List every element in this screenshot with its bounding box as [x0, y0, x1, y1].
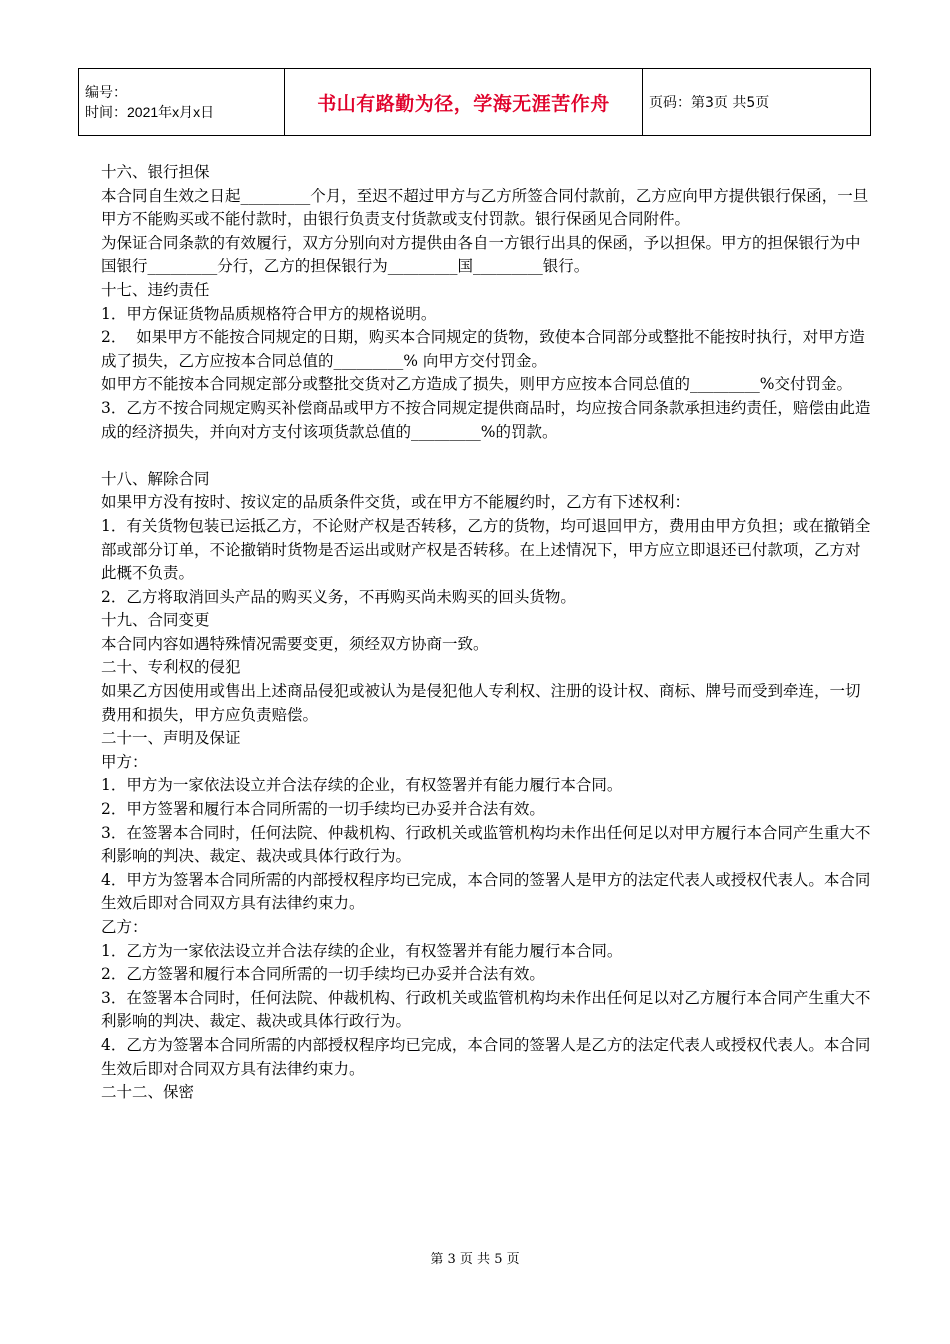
clause: 1．甲方保证货物品质规格符合甲方的规格说明。	[101, 304, 437, 323]
party-label: 乙方：	[101, 918, 148, 936]
header-page-number: 页码：第3页 共5页	[643, 69, 871, 136]
paragraph: 为保证合同条款的有效履行，双方分别向对方提供由各自一方银行出具的保函，予以担保。甲方的担保银行为中国银行_________分行，乙方的担保银行为_________国_________银行。	[101, 233, 861, 276]
clause: 3．乙方不按合同规定购买补偿商品或甲方不按合同规定提供商品时，均应按合同条款承担违约责任，赔偿由此造成的经济损失，并向对方支付该项货款总值的_________%的罚款。	[101, 398, 871, 441]
clause: 3．在签署本合同时，任何法院、仲裁机构、行政机关或监管机构均未作出任何足以对甲方履行本合同产生重大不利影响的判决、裁定、裁决或具体行政行为。	[101, 823, 871, 866]
clause: 4．甲方为签署本合同所需的内部授权程序均已完成，本合同的签署人是甲方的法定代表人或授权代表人。本合同生效后即对合同双方具有法律约束力。	[101, 870, 871, 913]
section-heading: 十七、违约责任	[101, 280, 210, 299]
paragraph: 如甲方不能按本合同规定部分或整批交货对乙方造成了损失，则甲方应按本合同总值的_________%交付罚金。	[101, 375, 852, 394]
contract-body	[101, 161, 871, 1105]
clause: 2．乙方将取消回头产品的购买义务，不再购买尚未购买的回头货物。	[101, 587, 576, 606]
section-heading: 十九、合同变更	[101, 611, 210, 630]
header-table	[78, 68, 871, 136]
party-label: 甲方：	[101, 752, 148, 771]
clause: 2． 如果甲方不能按合同规定的日期，购买本合同规定的货物，致使本合同部分或整批不能按时执行，对甲方造成了损失，乙方应按本合同总值的_________% 向甲方交付罚金。	[101, 328, 865, 370]
header-info-cell	[79, 69, 285, 136]
paragraph: 本合同自生效之日起_________个月，至迟不超过甲方与乙方所签合同付款前，乙方应向甲方提供银行保函，一旦甲方不能购买或不能付款时，由银行负责支付货款或支付罚款。银行保函见合同附件。	[101, 186, 869, 229]
paragraph: 如果乙方因使用或售出上述商品侵犯或被认为是侵犯他人专利权、注册的设计权、商标、牌号而受到牵连，一切费用和损失，甲方应负责赔偿。	[101, 682, 861, 724]
document-date-label: 时间：2021年x月x日	[85, 104, 215, 120]
clause: 2．甲方签署和履行本合同所需的一切手续均已办妥并合法有效。	[101, 800, 545, 819]
paragraph: 如果甲方没有按时、按议定的品质条件交货，或在甲方不能履约时，乙方有下述权利：	[101, 493, 691, 512]
section-heading: 二十、专利权的侵犯	[101, 658, 241, 677]
section-heading: 二十一、声明及保证	[101, 729, 241, 748]
section-heading: 十八、解除合同	[101, 469, 210, 488]
paragraph: 本合同内容如遇特殊情况需要变更，须经双方协商一致。	[101, 634, 489, 653]
page-footer: 第 3 页 共 5 页	[430, 1252, 520, 1267]
blank-line	[101, 444, 871, 468]
clause: 2．乙方签署和履行本合同所需的一切手续均已办妥并合法有效。	[101, 965, 545, 984]
clause: 1．甲方为一家依法设立并合法存续的企业，有权签署并有能力履行本合同。	[101, 776, 623, 795]
section-heading: 十六、银行担保	[101, 163, 210, 181]
clause: 1．乙方为一家依法设立并合法存续的企业，有权签署并有能力履行本合同。	[101, 941, 623, 960]
clause: 1．有关货物包装已运抵乙方，不论财产权是否转移，乙方的货物，均可退回甲方，费用由甲方负担；或在撤销全部或部分订单，不论撤销时货物是否运出或财产权是否转移。在上述情况下，甲方应立即退还已付款项，乙方对此概不负责。	[101, 516, 871, 583]
clause: 4．乙方为签署本合同所需的内部授权程序均已完成，本合同的签署人是乙方的法定代表人或授权代表人。本合同生效后即对合同双方具有法律约束力。	[101, 1035, 871, 1078]
document-number-label: 编号：	[85, 84, 127, 100]
section-heading: 二十二、保密	[101, 1083, 195, 1102]
clause: 3．在签署本合同时，任何法院、仲裁机构、行政机关或监管机构均未作出任何足以对乙方履行本合同产生重大不利影响的判决、裁定、裁决或具体行政行为。	[101, 988, 871, 1031]
header-motto: 书山有路勤为径，学海无涯苦作舟	[285, 69, 643, 136]
